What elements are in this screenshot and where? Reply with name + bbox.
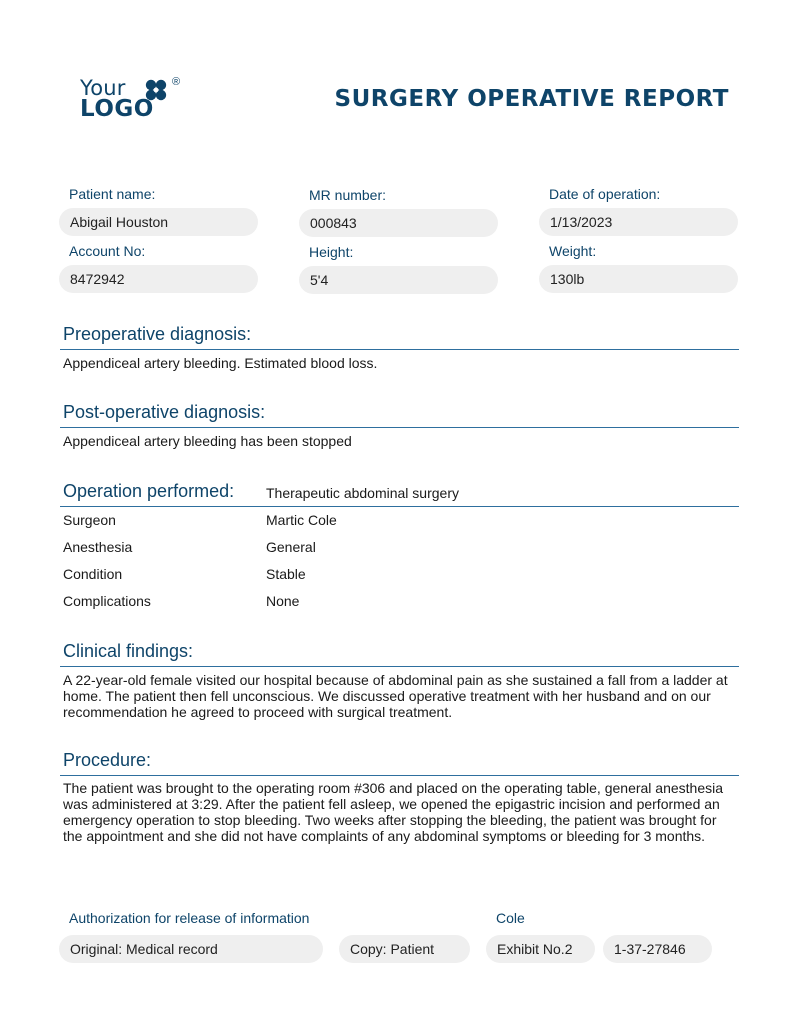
weight-field[interactable]: 130lb (539, 265, 738, 293)
account-no-label: Account No: (69, 243, 146, 259)
preoperative-divider (60, 349, 739, 350)
postoperative-divider (60, 427, 739, 428)
preoperative-diagnosis-heading: Preoperative diagnosis: (63, 324, 252, 344)
account-no-field[interactable]: 8472942 (59, 265, 258, 293)
patient-name-field[interactable]: Abigail Houston (59, 208, 258, 236)
mr-number-field[interactable]: 000843 (299, 209, 498, 237)
mr-number-label: MR number: (309, 187, 387, 203)
date-of-operation-field[interactable]: 1/13/2023 (539, 208, 738, 236)
operation-performed-value: Therapeutic abdominal surgery (266, 485, 459, 501)
registered-mark: ® (172, 76, 181, 88)
condition-label: Condition (63, 566, 123, 582)
company-logo (80, 76, 190, 126)
logo-text-logo: LOGO (80, 96, 154, 122)
postoperative-diagnosis-text: Appendiceal artery bleeding has been stopped (63, 433, 352, 449)
clinical-findings-heading: Clinical findings: (63, 641, 194, 661)
anesthesia-label: Anesthesia (63, 539, 133, 555)
operation-divider (60, 506, 739, 507)
logo-text-your: Your (80, 76, 126, 100)
complications-label: Complications (63, 593, 151, 609)
authorization-name: Cole (496, 910, 525, 926)
height-label: Height: (309, 244, 354, 260)
anesthesia-value: General (266, 539, 316, 555)
procedure-divider (60, 775, 739, 776)
preoperative-diagnosis-text: Appendiceal artery bleeding. Estimated blood loss. (63, 355, 378, 371)
clinical-divider (60, 666, 739, 667)
postoperative-diagnosis-heading: Post-operative diagnosis: (63, 402, 266, 422)
exhibit-field[interactable]: Exhibit No.2 (486, 935, 595, 963)
height-field[interactable]: 5'4 (299, 266, 498, 294)
weight-label: Weight: (549, 243, 597, 259)
original-record-field[interactable]: Original: Medical record (59, 935, 323, 963)
operation-performed-heading: Operation performed: (63, 481, 235, 501)
procedure-heading: Procedure: (63, 750, 152, 770)
page-title: SURGERY OPERATIVE REPORT (334, 86, 729, 112)
procedure-text: The patient was brought to the operating room #306 and placed on the operating table, general anesthesia was administered at 3:29. After the patient fell asleep, we opened the epigastric incision and performed an emergency operation to stop bleeding. Two weeks after stopping the bleeding, the patient was brought for the appointment and she did not have complaints of any abdominal symptoms or bleeding for 3 months. (63, 780, 724, 844)
condition-value: Stable (266, 566, 306, 582)
copy-field[interactable]: Copy: Patient (339, 935, 470, 963)
surgeon-label: Surgeon (63, 512, 116, 528)
patient-name-label: Patient name: (69, 186, 156, 202)
surgeon-value: Martic Cole (266, 512, 337, 528)
clinical-findings-text: A 22-year-old female visited our hospital because of abdominal pain as she sustained a fall from a ladder at home. The patient then fell unconscious. We discussed operative treatment with her husband and on our recommendation he agreed to proceed with surgical treatment. (63, 672, 728, 720)
date-of-operation-label: Date of operation: (549, 186, 661, 202)
complications-value: None (266, 593, 300, 609)
document-number-field[interactable]: 1-37-27846 (603, 935, 712, 963)
authorization-label: Authorization for release of information (69, 910, 310, 926)
